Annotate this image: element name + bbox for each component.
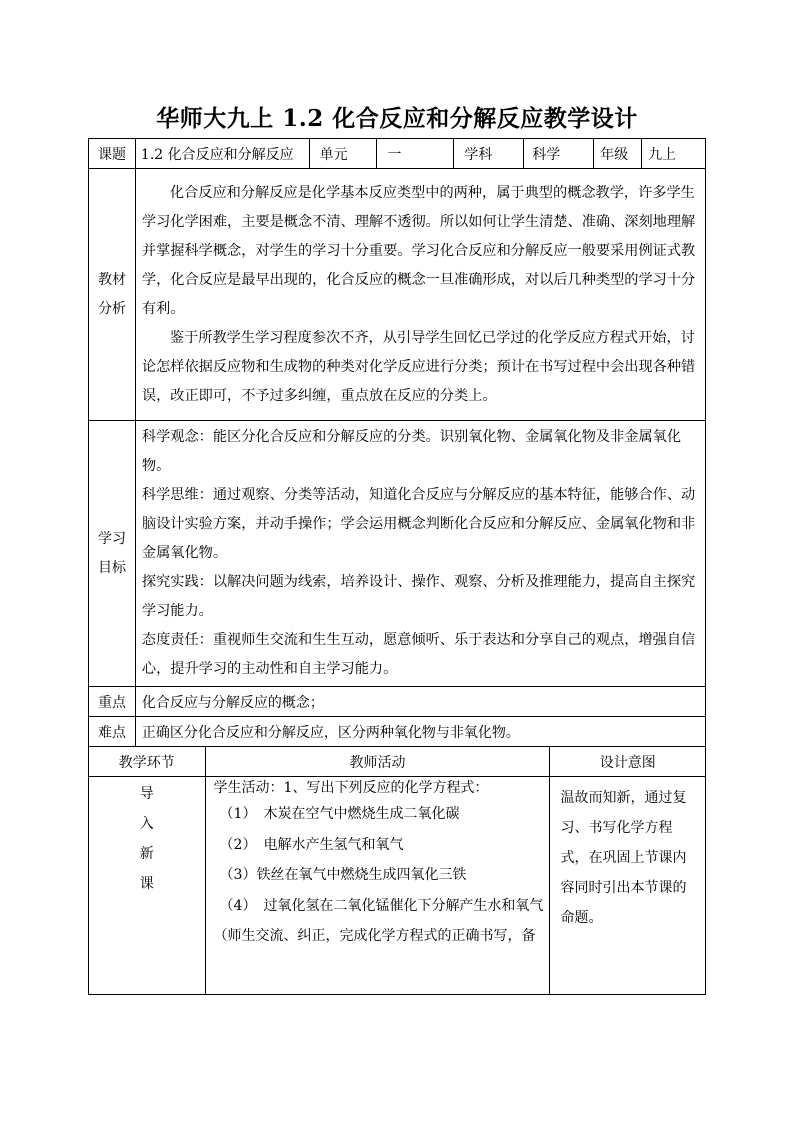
grade-value: 九上 — [642, 139, 706, 169]
teacher-activity-cell — [205, 777, 550, 995]
col-teaching-step: 教学环节 — [89, 747, 206, 777]
process-table — [88, 746, 706, 995]
key-point-row — [89, 687, 706, 717]
goal-item: 科学观念：能区分化合反应和分解反应的分类。识别氧化物、金属氧化物及非金属氧化物。 — [141, 429, 682, 474]
teacher-line: （师生交流、纠正，完成化学方程式的正确书写，备 — [213, 928, 536, 944]
unit-value: 一 — [377, 139, 454, 169]
topic-value: 1.2 化合反应和分解反应 — [135, 139, 309, 169]
topic-label: 课题 — [89, 139, 136, 169]
subject-label: 学科 — [454, 139, 524, 169]
design-intent-cell: 温故而知新，通过复习、书写化学方程式，在巩固上节课内容同时引出本节课的命题。 — [550, 777, 706, 995]
teacher-line: （1） 木炭在空气中燃烧生成二氧化碳 — [219, 806, 460, 822]
teacher-line: （3）铁丝在氧气中燃烧生成四氧化三铁 — [219, 867, 467, 883]
segment-char: 课 — [139, 876, 154, 892]
subject-value: 科学 — [524, 139, 594, 169]
analysis-label-line-1: 教材 — [97, 271, 126, 288]
analysis-paragraph-1: 化合反应和分解反应是化学基本反应类型中的两种，属于典型的概念教学，许多学生学习化学困难，主要是概念不清、理解不透彻。所以如何让学生清楚、准确、深刻地理解并掌握科学概念，对学生的学习十分重要。学习化合反应和分解反应一般要采用例证式教学，化合反应是最早出现的，化合反应的概念一旦准确形成，对以后几种类型的学习十分有利。 — [141, 184, 696, 317]
segment-cell — [89, 777, 206, 995]
goal-item: 态度责任：重视师生交流和生生互动，愿意倾听、乐于表达和分享自己的观点，增强自信心，提升学习的主动性和自主学习能力。 — [141, 632, 696, 677]
segment-char: 导 — [139, 786, 154, 802]
goal-item: 科学思维：通过观察、分类等活动，知道化合反应与分解反应的基本特征，能够合作、动脑设计实验方案，并动手操作；学会运用概念判断化合反应和分解反应、金属氧化物和非金属氧化物。 — [141, 487, 696, 561]
segment-char: 入 — [139, 816, 154, 832]
segment-char: 新 — [139, 846, 154, 862]
analysis-row — [89, 169, 706, 421]
lesson-info-table — [88, 138, 706, 747]
teacher-line: 学生活动：1、写出下列反应的化学方程式： — [213, 780, 489, 796]
col-teacher-activity: 教师活动 — [205, 747, 550, 777]
goals-label-line-2: 目标 — [97, 559, 126, 576]
difficulty-label: 难点 — [89, 717, 136, 747]
goal-item: 探究实践：以解决问题为线索，培养设计、操作、观察、分析及推理能力，提高自主探究学习能力。 — [141, 574, 696, 619]
difficulty-text: 正确区分化合反应和分解反应，区分两种氧化物与非氧化物。 — [135, 717, 705, 747]
goals-label-line-1: 学习 — [97, 530, 126, 547]
process-row-intro — [89, 777, 706, 995]
unit-label: 单元 — [309, 139, 377, 169]
process-header-row — [89, 747, 706, 777]
grade-label: 年级 — [594, 139, 642, 169]
header-row — [89, 139, 706, 169]
analysis-label — [89, 169, 136, 421]
analysis-label-line-2: 分析 — [97, 300, 126, 317]
teacher-line: （2） 电解水产生氢气和氧气 — [219, 836, 404, 853]
key-point-text: 化合反应与分解反应的概念； — [135, 687, 705, 717]
analysis-paragraph-2: 鉴于所教学生学习程度参次不齐，从引导学生回忆已学过的化学反应方程式开始，讨论怎样依据反应物和生成物的种类对化学反应进行分类；预计在书写过程中会出现各种错误，改正即可，不予过多纠缠，重点放在反应的分类上。 — [141, 329, 696, 404]
goals-content — [135, 421, 705, 687]
difficulty-row — [89, 717, 706, 747]
key-point-label: 重点 — [89, 687, 136, 717]
goals-label — [89, 421, 136, 687]
page-title: 华师大九上 1.2 化合反应和分解反应教学设计 — [156, 105, 638, 132]
goals-row — [89, 421, 706, 687]
col-design-intent: 设计意图 — [550, 747, 706, 777]
analysis-content — [135, 169, 705, 421]
teacher-line: （4） 过氧化氢在二氧化锰催化下分解产生水和氧气 — [219, 897, 544, 914]
